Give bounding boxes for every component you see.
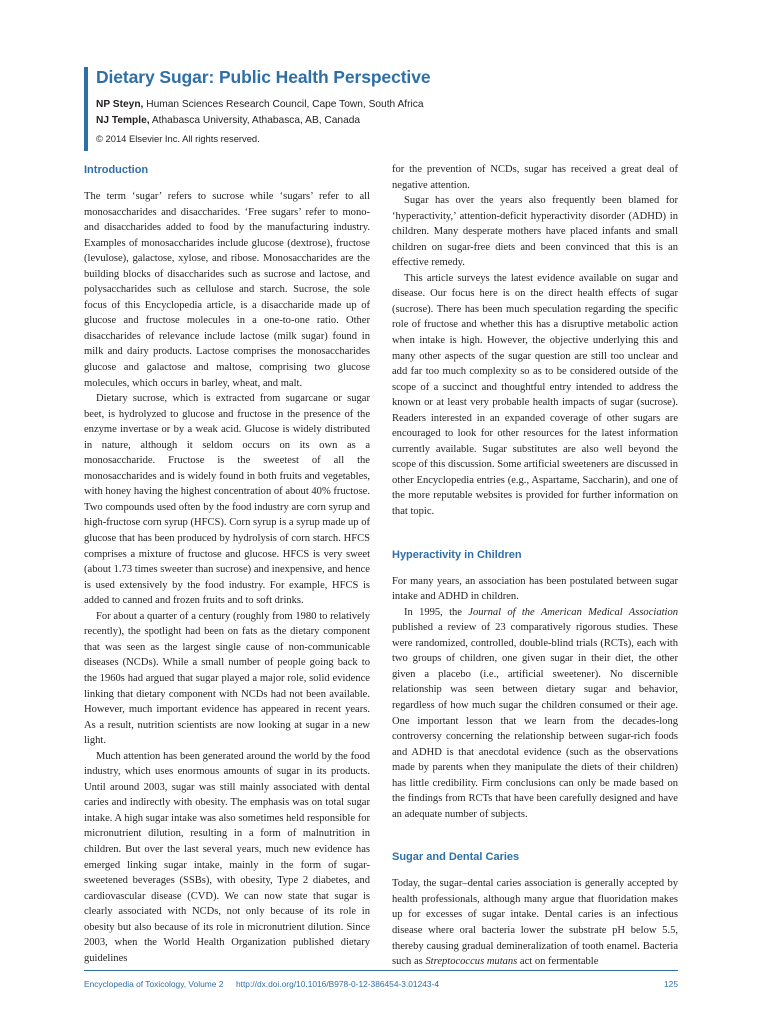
text-run: In 1995, the bbox=[404, 606, 469, 618]
paragraph: Sugar has over the years also frequently been blamed for ‘hyperactivity,’ attention-deficit hyperactivity disorder (ADHD) in children. Many desperate mothers have placed infants and small children on sugar-free diets and been convinced that this is an effective remedy. bbox=[392, 195, 678, 269]
text-run: Today, the sugar–dental caries association is generally accepted by health professionals, although many argue that fluoridation makes up for excesses of sugar intake. Dental caries is an infectious disease where oral bacteria lower the substrate pH below 5.5, thereby causing gradual demineralization of tooth enamel. Bacteria such as bbox=[392, 878, 678, 968]
copyright-notice: © 2014 Elsevier Inc. All rights reserved. bbox=[96, 133, 260, 144]
author-list bbox=[96, 97, 424, 129]
author-name: NP Steyn, bbox=[96, 99, 144, 110]
author-affiliation: Human Sciences Research Council, Cape Town, South Africa bbox=[146, 99, 424, 110]
section-heading-introduction: Introduction bbox=[84, 164, 149, 176]
author-name: NJ Temple, bbox=[96, 115, 150, 126]
journal-name: Journal of the American Medical Association bbox=[468, 606, 678, 618]
footer-doi-link[interactable]: http://dx.doi.org/10.1016/B978-0-12-386454-3.01243-4 bbox=[236, 979, 440, 989]
author-line bbox=[96, 97, 424, 113]
page-number: 125 bbox=[664, 979, 678, 989]
left-column bbox=[84, 162, 370, 966]
paragraph: For about a quarter of a century (roughly from 1980 to relatively recently), the spotlight had been on fats as the dietary component that was seen as the largest single cause of non-communicable diseases (NCDs). While a small number of people going back to the 1960s had argued that sugar played a major role, solid evidence linking that dietary component with NCDs had not been available. However, much important evidence has appeared in recent years. As a result, nutrition scientists are now looking at sugar in a new light. bbox=[84, 610, 370, 747]
author-affiliation: Athabasca University, Athabasca, AB, Canada bbox=[151, 115, 361, 126]
text-run: published a review of 23 comparatively rigorous studies. These were randomized, controlled, double-blind trials (RCTs), each with two groups of children, one given sugar in their diet, the other given a placebo (i.e., artificial sweetener). No discernible relationship was seen between dietary sugar and behavior, regardless of how much sugar the children consumed or their age. One important lesson that we learn from the decades-long controversy concerning the relationship between sugar-rich foods and ADHD is that anecdotal evidence (such as the observations made by parents when they manipulate the diets of their children) has little credibility. Firm conclusions can only be made based on the findings from RCTs that have been carefully designed and have an adequate number of subjects. bbox=[392, 622, 678, 820]
title-accent-bar bbox=[84, 67, 88, 151]
author-line bbox=[96, 113, 424, 129]
paragraph bbox=[392, 876, 678, 969]
article-title: Dietary Sugar: Public Health Perspective bbox=[96, 67, 431, 87]
section-heading-dental-caries: Sugar and Dental Caries bbox=[392, 851, 520, 864]
footer-divider bbox=[84, 970, 678, 971]
paragraph: Much attention has been generated around the world by the food industry, which uses enormous amounts of sugar in its products. Until around 2003, sugar was still mainly associated with dental caries and indirectly with obesity. The emphasis was on total sugar intake. A high sugar intake was also sometimes held responsible for micronutrient dilution, resulting in a form of malnutrition in children. But over the last several years, much new evidence has emerged linking sugar intake, mainly in the form of sugar-sweetened beverages (SSBs), with obesity, Type 2 diabetes, and cardiovascular disease (CVD). We can now state that sugar is clearly associated with NCDs, not only because of its role in obesity but also because of its role in micronutrient dilution. Since 2003, when the World Health Organization published dietary guidelines bbox=[84, 750, 370, 964]
paragraph: Dietary sucrose, which is extracted from sugarcane or sugar beet, is hydrolyzed to glucose and fructose in the presence of the enzyme invertase or by a weak acid. Glucose is widely distributed in nature, although it seldom occurs on its own as a monosaccharide. Fructose is the sweetest of all the monosaccharides and is widely found in both fruits and vegetables, with honey having the highest concentration of about 40% fructose. Two compounds used often by the food industry are corn syrup and high-fructose corn syrup (HFCS). Corn syrup is a syrup made up of glucose that has been produced by hydrolysis of corn starch. HFCS comprises a mixture of fructose and glucose. HFCS is very sweet (about 1.73 times sweeter than sucrose) and inexpensive, and hence is used extensively by the food industry. For example, HFCS is added to canned and frozen fruits and to soft drinks. bbox=[84, 393, 370, 607]
footer-source: Encyclopedia of Toxicology, Volume 2 bbox=[84, 979, 224, 989]
paragraph bbox=[392, 605, 678, 823]
paragraph: This article surveys the latest evidence available on sugar and disease. Our focus here is on the direct health effects of sugar (sucrose). There has been much speculation regarding the specific role of fructose and whether this has a disruptive metabolic action when intake is high. However, the objective underlying this and many other aspects of the sugar question are still too unclear and add far too much complexity so as to be considered outside of the scope of a succinct and thoughtful entry intended to address the known or at least very probable health impacts of sugar (sucrose). Readers interested in an expanded coverage of other sugars are encouraged to look for other resources for the latest information currently available. Sugar substitutes are also well beyond the scope of this discussion. Some artificial sweeteners are discussed in other Encyclopedia entries (e.g., Aspartame, Saccharin), and one of the more reputable websites is provided for further information on that topic. bbox=[392, 272, 678, 518]
species-name: Streptococcus mutans bbox=[425, 956, 518, 968]
text-run: act on fermentable bbox=[517, 956, 599, 968]
right-column bbox=[392, 162, 678, 970]
section-heading-hyperactivity: Hyperactivity in Children bbox=[392, 548, 522, 561]
paragraph: for the prevention of NCDs, sugar has received a great deal of negative attention. bbox=[392, 164, 678, 191]
paragraph: The term ‘sugar’ refers to sucrose while ‘sugars’ refer to all monosaccharides and disaccharides. ‘Free sugars’ refer to mono- and disaccharides added to food by the manufacturing industry. Examples of monosaccharides include glucose (dextrose), fructose (levulose), galactose, xylose, and ribose. Monosaccharides are the building blocks of disaccharides such as sucrose and lactose, and polysaccharides such as cellulose and starch. Sucrose, the sole focus of this Encyclopedia article, is a disaccharide made up of glucose and fructose molecules in a one-to-one ratio. Other disaccharides of relevance include lactose (milk sugar) found in milk and dairy products. Lactose comprises the monosaccharides glucose and galactose and maltose, comprising two glucose molecules, which occurs in barley, wheat, and malt. bbox=[84, 191, 370, 389]
paragraph: For many years, an association has been postulated between sugar intake and ADHD in children. bbox=[392, 575, 678, 603]
